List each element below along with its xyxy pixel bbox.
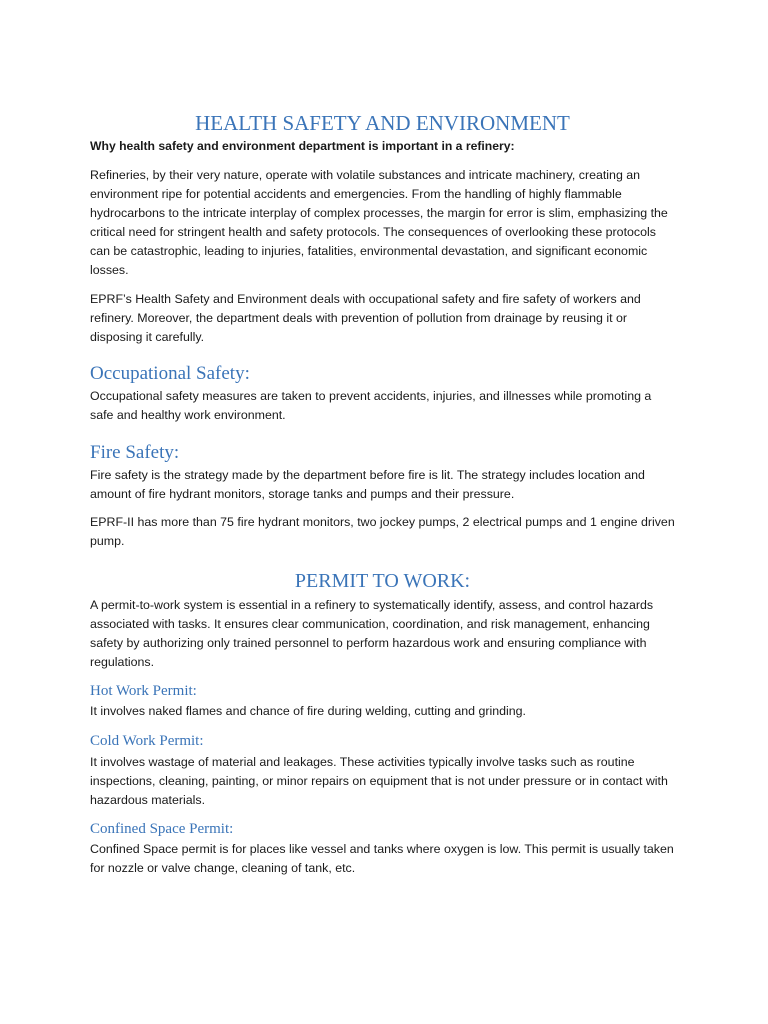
hot-work-permit-heading: Hot Work Permit: bbox=[90, 683, 197, 699]
intro-question: Why health safety and environment department is important in a refinery: bbox=[90, 139, 515, 153]
page-title: HEALTH SAFETY AND ENVIRONMENT bbox=[195, 111, 570, 135]
confined-space-permit-heading: Confined Space Permit: bbox=[90, 821, 234, 837]
fire-safety-text-2: EPRF-II has more than 75 fire hydrant monitors, two jockey pumps, 2 electrical pumps and 1 engine driven pump. bbox=[90, 515, 675, 548]
fire-safety-text-1: Fire safety is the strategy made by the department before fire is lit. The strategy includes location and amount of fire hydrant monitors, storage tanks and pumps and their pressure. bbox=[90, 468, 645, 501]
hot-work-permit-text: It involves naked flames and chance of fire during welding, cutting and grinding. bbox=[90, 704, 527, 718]
intro-paragraph-1: Refineries, by their very nature, operate with volatile substances and intricate machinery, creating an environment ripe for potential accidents and emergencies. From the handling of highly flammable hydrocarbons to the intricate interplay of complex processes, the margin for error is slim, emphasizing the critical need for stringent health and safety protocols. The consequences of overlooking these protocols can be catastrophic, leading to injuries, fatalities, environmental devastation, and significant economic losses. bbox=[90, 168, 668, 277]
permit-to-work-heading: PERMIT TO WORK: bbox=[294, 570, 471, 592]
occupational-safety-heading: Occupational Safety: bbox=[90, 363, 250, 384]
fire-safety-heading: Fire Safety: bbox=[90, 442, 180, 463]
occupational-safety-text: Occupational safety measures are taken to prevent accidents, injuries, and illnesses while promoting a safe and healthy work environment. bbox=[90, 389, 652, 422]
confined-space-permit-text: Confined Space permit is for places like vessel and tanks where oxygen is low. This permit is usually taken for nozzle or valve change, cleaning of tank, etc. bbox=[90, 842, 674, 875]
permit-to-work-text: A permit-to-work system is essential in a refinery to systematically identify, assess, and control hazards associated with tasks. It ensures clear communication, coordination, and risk management, enhancing safety by authorizing only trained personnel to perform hazardous work and ensuring compliance with regulations. bbox=[90, 598, 654, 669]
cold-work-permit-heading: Cold Work Permit: bbox=[90, 733, 204, 749]
cold-work-permit-text: It involves wastage of material and leakages. These activities typically involve tasks such as routine inspections, cleaning, painting, or minor repairs on equipment that is not under pressure or in contact with hazardous materials. bbox=[90, 755, 668, 807]
intro-paragraph-2: EPRF’s Health Safety and Environment deals with occupational safety and fire safety of workers and refinery. Moreover, the department deals with prevention of pollution from drainage by reusing it or disposing it carefully. bbox=[90, 292, 641, 344]
